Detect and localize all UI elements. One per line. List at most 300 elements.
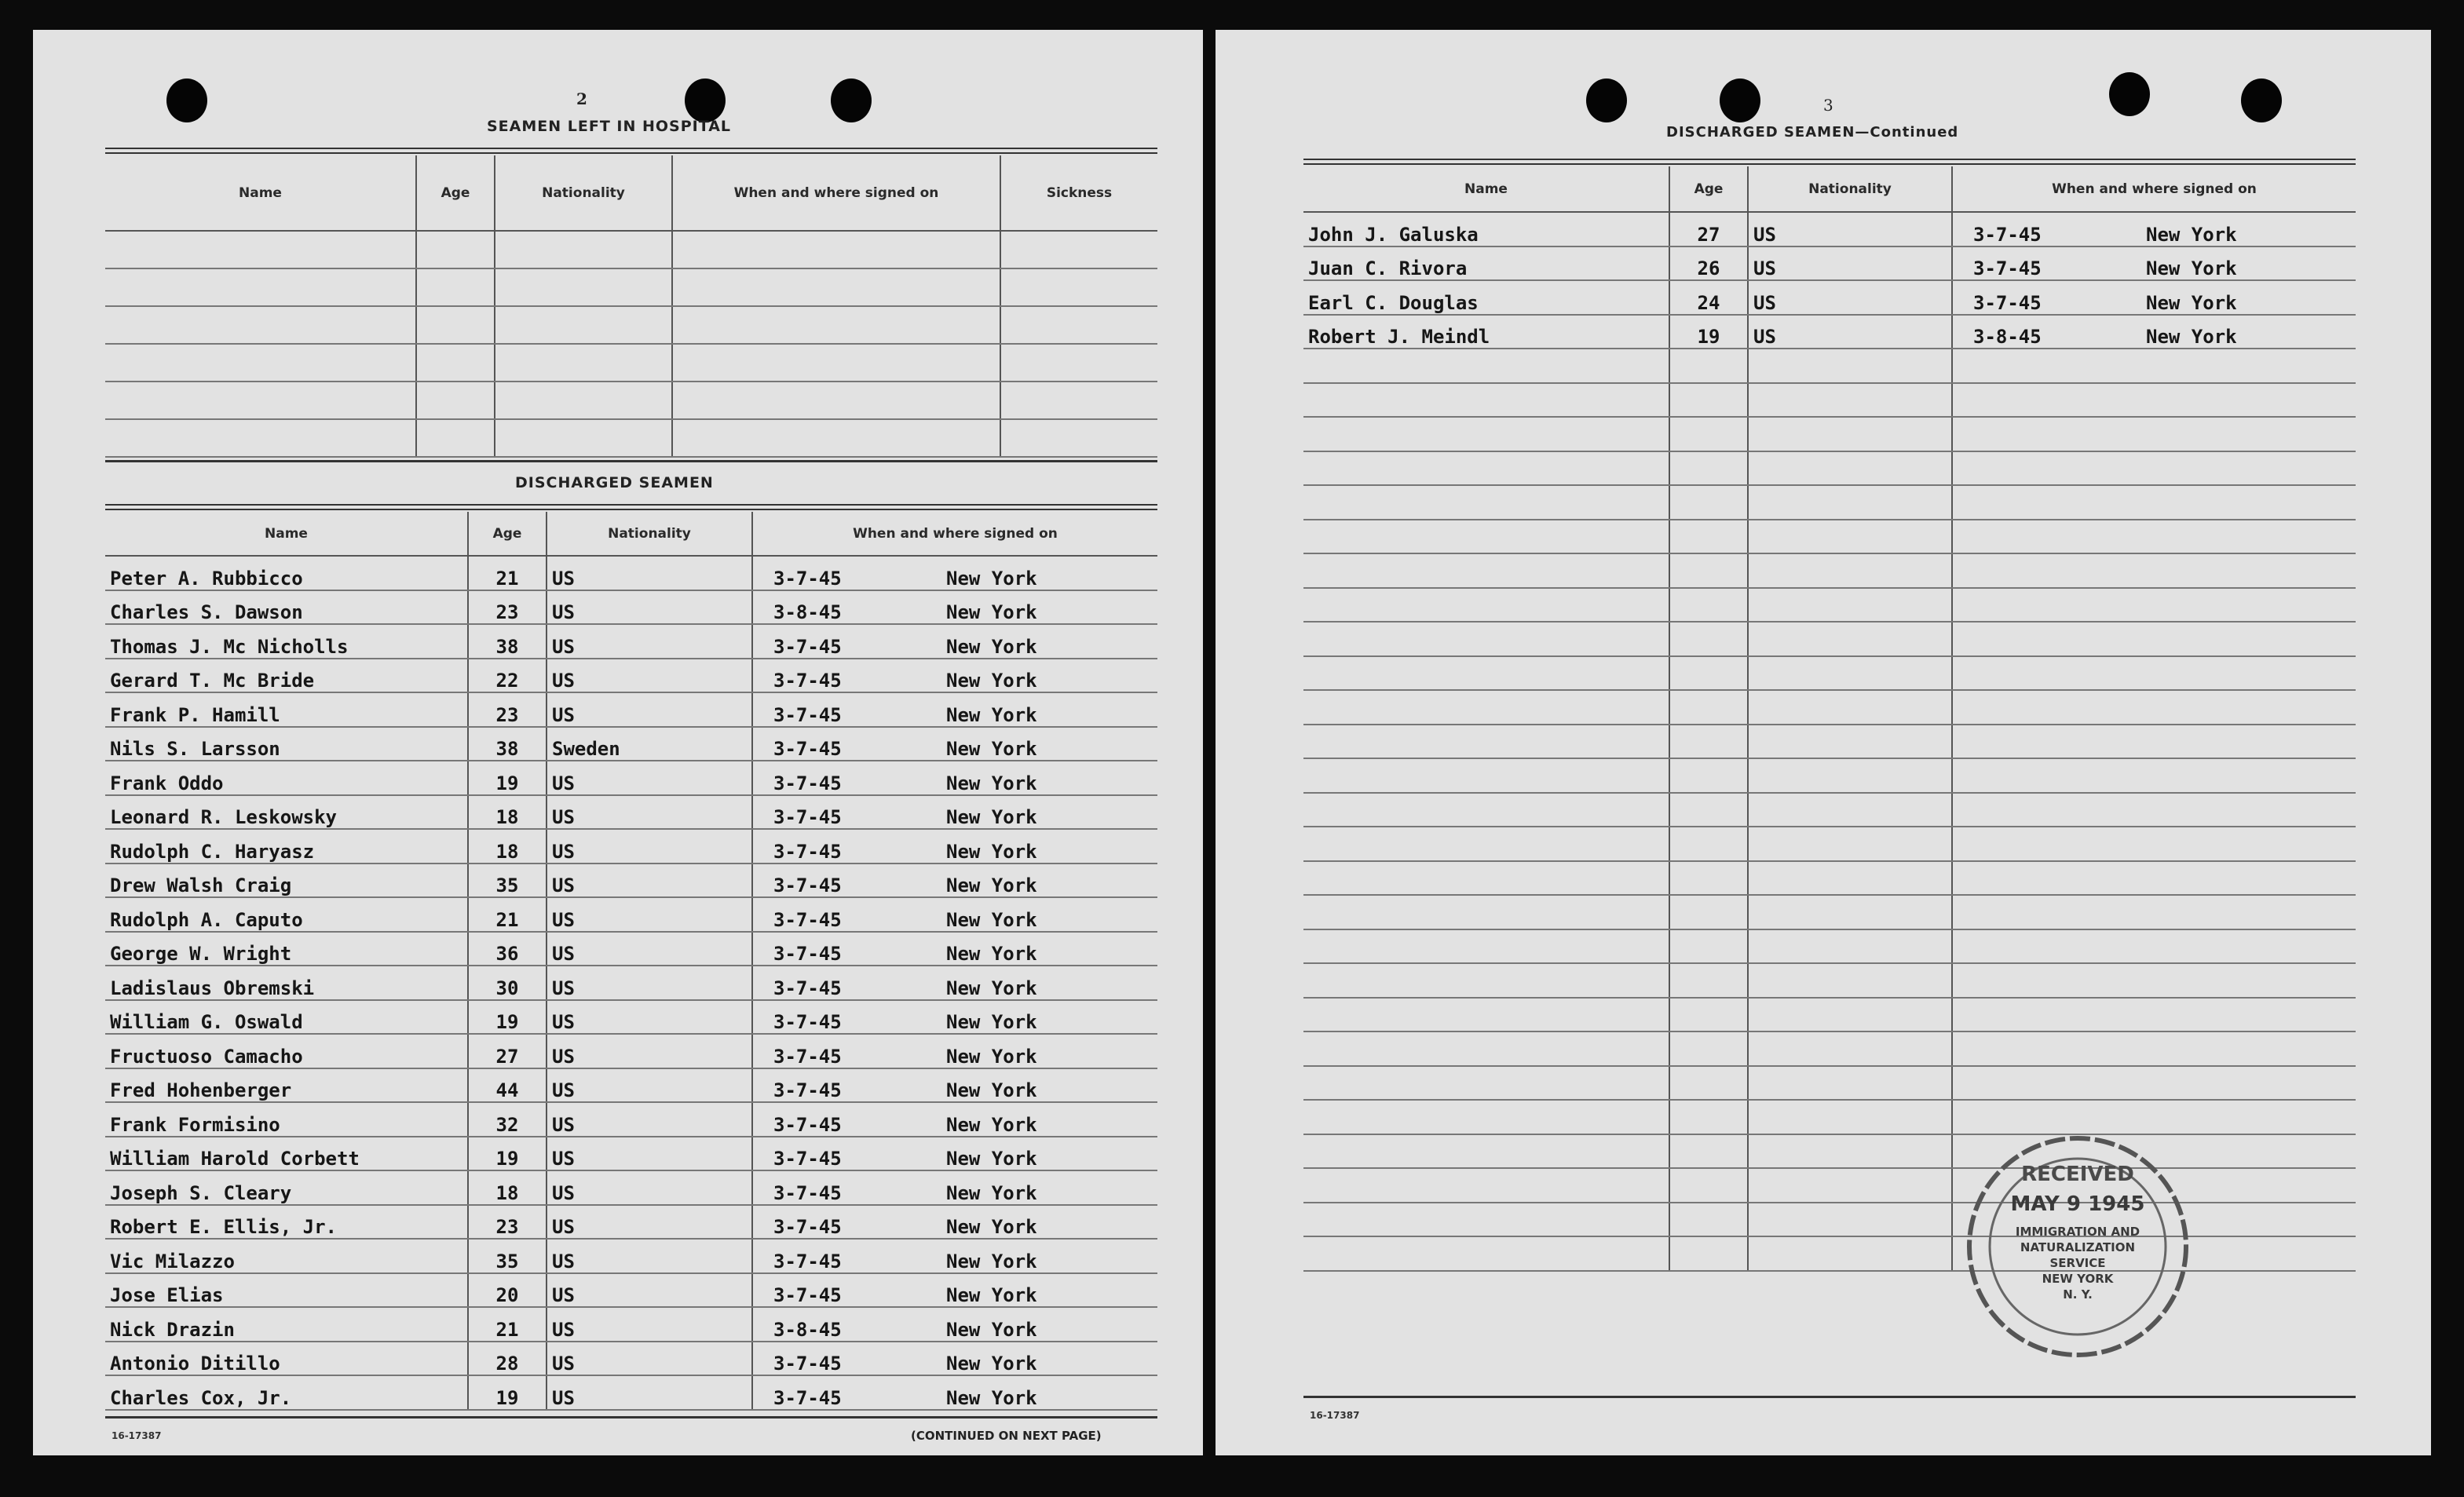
seaman-name: George W. Wright (105, 932, 468, 966)
col-header-age: Age (1669, 166, 1748, 212)
signed-on-date: 3-8-45 (773, 1318, 842, 1341)
signed-on-place: New York (946, 1148, 1037, 1170)
seaman-age: 23 (468, 692, 547, 727)
seaman-age (1669, 861, 1748, 896)
seaman-nationality (1748, 1066, 1952, 1101)
seaman-name (1303, 895, 1669, 929)
col-header-age: Age (416, 155, 495, 231)
table-row (105, 795, 1157, 830)
col-header-name: Name (105, 512, 468, 556)
signed-on-cell (1952, 485, 2356, 520)
signed-on-cell (752, 1000, 1157, 1035)
seaman-nationality: US (547, 1034, 752, 1068)
sickness-cell (1000, 382, 1157, 419)
signed-on-cell (1952, 588, 2356, 623)
seaman-name (1303, 553, 1669, 588)
table-row (1303, 1031, 2356, 1066)
seaman-age (1669, 1031, 1748, 1066)
signed-on-cell (1952, 417, 2356, 451)
table-row (1303, 963, 2356, 998)
seaman-nationality: US (547, 556, 752, 590)
section-rule (105, 460, 1157, 462)
signed-on-place: New York (946, 703, 1037, 726)
seaman-age: 38 (468, 624, 547, 659)
signed-on-place: New York (946, 1045, 1037, 1068)
seaman-name: John J. Galuska (1303, 212, 1669, 246)
seaman-name: Thomas J. Mc Nicholls (105, 624, 468, 659)
signed-on-date: 3-7-45 (773, 908, 842, 931)
signed-on-cell (752, 761, 1157, 795)
signed-on-cell (752, 1170, 1157, 1205)
seaman-age: 18 (468, 829, 547, 864)
seaman-age (1669, 725, 1748, 759)
table-row (105, 1034, 1157, 1068)
table-row (1303, 1203, 2356, 1237)
seaman-nationality (1748, 588, 1952, 623)
signed-on-date: 3-7-45 (773, 1216, 842, 1238)
table-row (1303, 622, 2356, 656)
signed-on-place: New York (946, 1284, 1037, 1306)
sickness-cell (1000, 419, 1157, 457)
table-row (1303, 758, 2356, 793)
signed-on-date: 3-7-45 (1973, 223, 2042, 246)
seaman-name: Robert E. Ellis, Jr. (105, 1205, 468, 1240)
seaman-age: 19 (468, 1375, 547, 1410)
signed-on-cell (752, 1034, 1157, 1068)
signed-on-place: New York (946, 1318, 1037, 1341)
table-row (1303, 895, 2356, 929)
table-row (105, 1307, 1157, 1342)
signed-on-cell (752, 1342, 1157, 1376)
table-row (105, 556, 1157, 590)
seaman-name (1303, 1100, 1669, 1134)
col-header-nationality: Nationality (495, 155, 672, 231)
seaman-nationality: US (547, 1205, 752, 1240)
seaman-nationality (495, 382, 672, 419)
col-header-nationality: Nationality (547, 512, 752, 556)
seaman-name: Peter A. Rubbicco (105, 556, 468, 590)
sickness-cell (1000, 231, 1157, 268)
signed-on-cell (1952, 656, 2356, 691)
col-header-name: Name (1303, 166, 1669, 212)
seaman-name (1303, 485, 1669, 520)
table-row (105, 1170, 1157, 1205)
signed-on-cell (752, 966, 1157, 1000)
signed-on-place: New York (946, 908, 1037, 931)
seaman-age (1669, 1203, 1748, 1237)
table-row (1303, 690, 2356, 725)
svg-text:SERVICE: SERVICE (2049, 1256, 2106, 1270)
seaman-name (1303, 998, 1669, 1032)
seaman-age (1669, 1066, 1748, 1101)
signed-on-cell (1952, 793, 2356, 827)
svg-text:N. Y.: N. Y. (2063, 1287, 2093, 1302)
table-row (1303, 553, 2356, 588)
table-row (1303, 929, 2356, 964)
seaman-name (1303, 451, 1669, 486)
seaman-age (1669, 622, 1748, 656)
sickness-cell (1000, 344, 1157, 382)
seaman-name: Robert J. Meindl (1303, 315, 1669, 349)
seaman-age: 21 (468, 1307, 547, 1342)
seaman-nationality: US (547, 1342, 752, 1376)
seaman-nationality: US (1748, 315, 1952, 349)
seaman-age (1669, 998, 1748, 1032)
seaman-nationality: US (547, 1102, 752, 1137)
signed-on-date: 3-7-45 (1973, 291, 2042, 314)
discharged-table (105, 512, 1157, 1411)
header-rule (1303, 159, 2356, 165)
signed-on-place: New York (2146, 291, 2237, 314)
header-rule (105, 148, 1157, 154)
seaman-name (105, 382, 416, 419)
signed-on-cell (1952, 451, 2356, 486)
signed-on-cell (752, 795, 1157, 830)
signed-on-place: New York (946, 567, 1037, 590)
signed-on-cell (1952, 246, 2356, 281)
signed-on-date: 3-7-45 (773, 1148, 842, 1170)
table-row (105, 1375, 1157, 1410)
signed-on-cell (752, 659, 1157, 693)
seaman-name: Frank Oddo (105, 761, 468, 795)
seaman-nationality (1748, 485, 1952, 520)
col-header-nationality: Nationality (1748, 166, 1952, 212)
sickness-cell (1000, 306, 1157, 344)
seaman-nationality (1748, 827, 1952, 861)
table-row (1303, 349, 2356, 383)
seaman-name (1303, 758, 1669, 793)
seaman-age (1669, 1168, 1748, 1203)
seaman-nationality (1748, 349, 1952, 383)
table-row (1303, 1236, 2356, 1271)
seaman-age: 36 (468, 932, 547, 966)
signed-on-date: 3-7-45 (773, 738, 842, 760)
seaman-name (1303, 1134, 1669, 1169)
table-row (105, 382, 1157, 419)
signed-on-place: New York (2146, 223, 2237, 246)
seaman-name: Ladislaus Obremski (105, 966, 468, 1000)
signed-on-cell (1952, 383, 2356, 418)
table-row (1303, 861, 2356, 896)
signed-on-place: New York (946, 806, 1037, 828)
signed-on-cell (752, 590, 1157, 625)
seaman-name (1303, 383, 1669, 418)
seaman-name: William Harold Corbett (105, 1137, 468, 1171)
table-row (105, 344, 1157, 382)
seaman-name: Nils S. Larsson (105, 727, 468, 761)
seaman-age: 26 (1669, 246, 1748, 281)
col-header-signed-on: When and where signed on (752, 512, 1157, 556)
seaman-name (1303, 963, 1669, 998)
signed-on-cell (1952, 212, 2356, 246)
signed-on-cell (752, 556, 1157, 590)
seaman-name (1303, 1066, 1669, 1101)
seaman-age (1669, 1236, 1748, 1271)
signed-on-cell (1952, 827, 2356, 861)
seaman-age: 19 (468, 1137, 547, 1171)
seaman-nationality: US (547, 659, 752, 693)
right-page (1216, 30, 2431, 1455)
signed-on-date: 3-7-45 (773, 635, 842, 658)
seaman-age (1669, 656, 1748, 691)
seaman-age: 35 (468, 1239, 547, 1273)
table-row (1303, 485, 2356, 520)
signed-on-place: New York (946, 635, 1037, 658)
seaman-nationality (1748, 861, 1952, 896)
bottom-rule (1303, 1396, 2356, 1398)
seaman-name: Drew Walsh Craig (105, 864, 468, 898)
seaman-name (1303, 520, 1669, 554)
seaman-name (1303, 793, 1669, 827)
seaman-name: Nick Drazin (105, 1307, 468, 1342)
signed-on-cell (672, 382, 1000, 419)
seaman-age (416, 419, 495, 457)
seaman-age: 32 (468, 1102, 547, 1137)
header-rule (105, 504, 1157, 510)
signed-on-cell (752, 932, 1157, 966)
seaman-age: 19 (468, 1000, 547, 1035)
seaman-name: Gerard T. Mc Bride (105, 659, 468, 693)
signed-on-date: 3-7-45 (773, 1353, 842, 1375)
seaman-nationality: US (547, 1137, 752, 1171)
hospital-section-title: SEAMEN LEFT IN HOSPITAL (487, 118, 732, 135)
seaman-age (1669, 485, 1748, 520)
signed-on-date: 3-7-45 (773, 943, 842, 965)
seaman-name: Rudolph A. Caputo (105, 897, 468, 932)
signed-on-cell (752, 1307, 1157, 1342)
seaman-age (1669, 758, 1748, 793)
seaman-nationality (1748, 383, 1952, 418)
signed-on-place: New York (946, 601, 1037, 623)
signed-on-cell (752, 1068, 1157, 1103)
seaman-age: 24 (1669, 280, 1748, 315)
form-number: 16-17387 (1310, 1410, 1360, 1421)
seaman-nationality: US (547, 1000, 752, 1035)
signed-on-cell (752, 727, 1157, 761)
signed-on-date: 3-7-45 (773, 567, 842, 590)
signed-on-cell (752, 829, 1157, 864)
signed-on-cell (1952, 280, 2356, 315)
punch-hole (166, 79, 207, 122)
table-row (105, 864, 1157, 898)
seaman-nationality: US (547, 761, 752, 795)
signed-on-cell (752, 1102, 1157, 1137)
seaman-age (416, 382, 495, 419)
table-row (1303, 793, 2356, 827)
seaman-nationality (1748, 1236, 1952, 1271)
seaman-age (1669, 793, 1748, 827)
signed-on-cell (752, 1137, 1157, 1171)
seaman-age (1669, 383, 1748, 418)
table-row (1303, 1134, 2356, 1169)
table-row (105, 1239, 1157, 1273)
seaman-name (1303, 690, 1669, 725)
signed-on-date: 3-7-45 (773, 840, 842, 863)
signed-on-cell (1952, 315, 2356, 349)
seaman-age (1669, 417, 1748, 451)
signed-on-cell (672, 231, 1000, 268)
seaman-age (1669, 929, 1748, 964)
seaman-name (1303, 1168, 1669, 1203)
signed-on-cell (672, 344, 1000, 382)
table-row (105, 419, 1157, 457)
seaman-age (416, 344, 495, 382)
seaman-nationality: US (547, 795, 752, 830)
seaman-nationality: US (547, 1273, 752, 1308)
seaman-age (1669, 1134, 1748, 1169)
seaman-nationality (1748, 690, 1952, 725)
table-row (105, 1000, 1157, 1035)
seaman-name (105, 306, 416, 344)
punch-hole (2241, 79, 2282, 122)
signed-on-date: 3-7-45 (773, 1284, 842, 1306)
signed-on-cell (752, 1375, 1157, 1410)
signed-on-place: New York (946, 1386, 1037, 1409)
table-row (105, 306, 1157, 344)
seaman-name: Vic Milazzo (105, 1239, 468, 1273)
seaman-name: Antonio Ditillo (105, 1342, 468, 1376)
seaman-name (1303, 1203, 1669, 1237)
table-row (1303, 1066, 2356, 1101)
table-row (1303, 417, 2356, 451)
seaman-name (1303, 417, 1669, 451)
seaman-name (1303, 929, 1669, 964)
signed-on-place: New York (946, 1079, 1037, 1101)
seaman-name (1303, 725, 1669, 759)
table-row (105, 268, 1157, 306)
seaman-age (1669, 553, 1748, 588)
seaman-nationality: US (1748, 212, 1952, 246)
seaman-name: Charles Cox, Jr. (105, 1375, 468, 1410)
signed-on-cell (752, 624, 1157, 659)
seaman-nationality (1748, 656, 1952, 691)
signed-on-cell (752, 1239, 1157, 1273)
discharged-section-title: DISCHARGED SEAMEN (515, 474, 714, 491)
signed-on-cell (1952, 622, 2356, 656)
seaman-age (416, 231, 495, 268)
signed-on-place: New York (946, 977, 1037, 999)
seaman-nationality (1748, 1134, 1952, 1169)
seaman-name: Fructuoso Camacho (105, 1034, 468, 1068)
table-row (105, 727, 1157, 761)
signed-on-date: 3-7-45 (773, 1079, 842, 1101)
seaman-nationality: US (547, 897, 752, 932)
signed-on-date: 3-7-45 (773, 1250, 842, 1272)
punch-hole (2109, 72, 2150, 116)
col-header-signed-on: When and where signed on (1952, 166, 2356, 212)
seaman-nationality: US (547, 829, 752, 864)
table-row (105, 1068, 1157, 1103)
signed-on-cell (1952, 349, 2356, 383)
page-number: 3 (1823, 96, 1833, 115)
signed-on-cell (672, 306, 1000, 344)
signed-on-cell (1952, 861, 2356, 896)
seaman-name (105, 344, 416, 382)
table-row (105, 829, 1157, 864)
table-row (1303, 212, 2356, 246)
signed-on-place: New York (946, 1216, 1037, 1238)
seaman-name (105, 268, 416, 306)
seaman-age (1669, 451, 1748, 486)
page-number: 2 (576, 89, 587, 108)
signed-on-date: 3-7-45 (773, 806, 842, 828)
signed-on-cell (1952, 1031, 2356, 1066)
seaman-age: 21 (468, 897, 547, 932)
signed-on-date: 3-7-45 (773, 1045, 842, 1068)
seaman-age (1669, 520, 1748, 554)
table-row (1303, 451, 2356, 486)
seaman-name (1303, 656, 1669, 691)
signed-on-cell (1952, 520, 2356, 554)
svg-text:NATURALIZATION: NATURALIZATION (2020, 1240, 2136, 1254)
seaman-age: 19 (468, 761, 547, 795)
signed-on-place: New York (946, 738, 1037, 760)
signed-on-cell (1952, 1066, 2356, 1101)
seaman-name (1303, 1236, 1669, 1271)
signed-on-date: 3-7-45 (773, 1181, 842, 1204)
table-row (1303, 246, 2356, 281)
signed-on-place: New York (2146, 257, 2237, 279)
seaman-nationality (1748, 622, 1952, 656)
table-row (105, 761, 1157, 795)
signed-on-date: 3-7-45 (773, 1386, 842, 1409)
seaman-nationality (495, 231, 672, 268)
seaman-name: Fred Hohenberger (105, 1068, 468, 1103)
hospital-table (105, 155, 1157, 458)
seaman-age: 28 (468, 1342, 547, 1376)
seaman-age: 21 (468, 556, 547, 590)
seaman-nationality: US (547, 932, 752, 966)
seaman-nationality (1748, 1203, 1952, 1237)
continued-note: (CONTINUED ON NEXT PAGE) (911, 1429, 1102, 1443)
seaman-name (1303, 349, 1669, 383)
seaman-age (1669, 827, 1748, 861)
table-row (105, 897, 1157, 932)
signed-on-cell (1952, 690, 2356, 725)
seaman-age: 18 (468, 795, 547, 830)
seaman-nationality (495, 344, 672, 382)
signed-on-cell (752, 692, 1157, 727)
seaman-nationality: US (547, 1307, 752, 1342)
seaman-nationality: US (547, 1170, 752, 1205)
received-stamp-seal (1960, 1129, 2195, 1364)
signed-on-date: 3-7-45 (773, 1011, 842, 1033)
seaman-nationality: US (547, 1068, 752, 1103)
seaman-name (105, 419, 416, 457)
seaman-age: 23 (468, 590, 547, 625)
signed-on-place: New York (946, 1353, 1037, 1375)
punch-hole (1586, 79, 1627, 122)
seaman-nationality (1748, 758, 1952, 793)
seaman-nationality (1748, 1100, 1952, 1134)
seaman-age (1669, 349, 1748, 383)
signed-on-date: 3-7-45 (773, 772, 842, 794)
seaman-nationality (1748, 929, 1952, 964)
seaman-name (105, 231, 416, 268)
seaman-nationality (1748, 1031, 1952, 1066)
signed-on-place: New York (946, 1113, 1037, 1136)
seaman-name (1303, 1031, 1669, 1066)
seaman-nationality (1748, 895, 1952, 929)
table-row (1303, 998, 2356, 1032)
seaman-name (1303, 861, 1669, 896)
table-row (105, 1273, 1157, 1308)
seaman-name: Jose Elias (105, 1273, 468, 1308)
signed-on-place: New York (946, 1250, 1037, 1272)
signed-on-date: 3-7-45 (773, 1113, 842, 1136)
table-row (105, 1342, 1157, 1376)
signed-on-place: New York (946, 1181, 1037, 1204)
